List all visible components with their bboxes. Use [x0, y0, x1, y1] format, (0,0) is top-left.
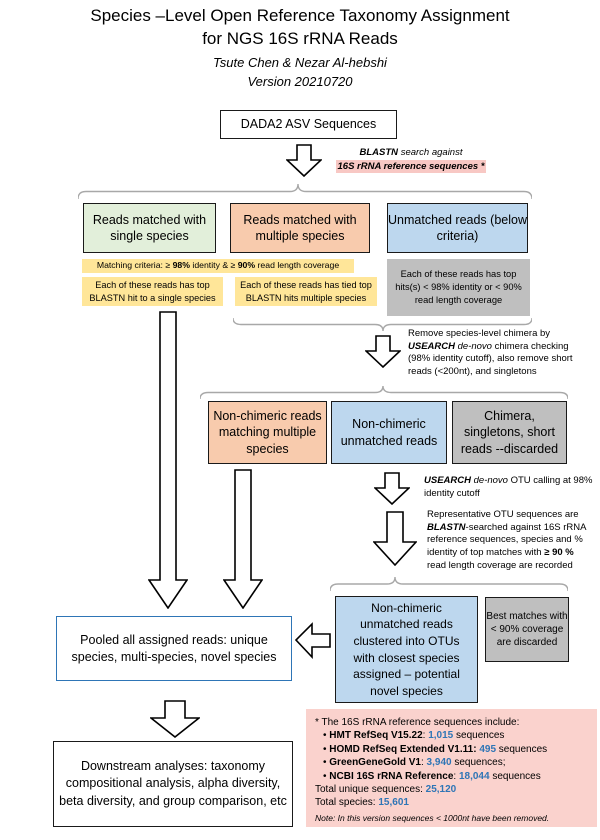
down-arrow-icon [365, 335, 401, 368]
box-nonchimeric-multi-label: Non-chimeric reads matching multiple species [213, 409, 322, 456]
reference-sequences-note: 16S rRNA reference sequences * [337, 161, 485, 172]
brace-row3 [330, 577, 568, 591]
multiple-species-note [235, 277, 377, 306]
down-arrow-icon [286, 144, 322, 178]
down-arrow-icon [373, 511, 417, 566]
otu-calling-note: USEARCH de-novo OTU calling at 98% identity cutoff [424, 475, 593, 499]
reference-version-note: Note: In this version sequences < 1000nt have been removed. [315, 812, 550, 823]
box-nonchimeric-multi [208, 401, 327, 464]
box-nonchimeric-unmatched [331, 401, 447, 464]
dada2-asv-label: DADA2 ASV Sequences [240, 117, 377, 132]
long-down-arrow-multi-icon [223, 469, 263, 609]
unmatched-criteria-note-text: Each of these reads has top hits(s) < 98% identity or < 90% read length coverage [395, 268, 522, 305]
reference-item-greengene: • GreenGeneGold V1: 3,940 sequences; [323, 757, 506, 769]
authors: Tsute Chen & Nezar Al-hebshi [213, 55, 387, 70]
box-nonchimeric-unmatched-label: Non-chimeric unmatched reads [340, 417, 438, 448]
dada2-asv-box [220, 110, 397, 139]
representative-otu-note: Representative OTU sequences are BLASTN-searched against 16S rRNA reference sequences, species and % identity of top matches with ≥ 90 % read length coverage are recorded [427, 509, 586, 571]
unmatched-criteria-note [387, 259, 530, 316]
reference-item-ncbi: • NCBI 16S rRNA Reference: 18,044 sequences [323, 770, 541, 782]
matching-criteria-banner [82, 259, 354, 273]
page-title-line1: Species –Level Open Reference Taxonomy Assignment [90, 6, 510, 25]
matching-criteria-text: Matching criteria: ≥ 98% identity & ≥ 90% read length coverage [96, 260, 340, 271]
box-multiple-species [230, 203, 370, 253]
box-single-species-label: Reads matched with single species [92, 212, 207, 243]
single-species-note [82, 277, 223, 306]
reference-item-homd: • HOMD RefSeq Extended V1.11: 495 sequences [323, 743, 548, 755]
reference-sequences-box [306, 709, 597, 827]
blastn-search-note: BLASTN search against [359, 147, 463, 158]
version: Version 20210720 [247, 74, 353, 89]
reference-item-hmt: • HMT RefSeq V15.22: 1,015 sequences [323, 730, 505, 742]
box-otus-novel-species [335, 596, 478, 703]
brace-row1 [78, 184, 532, 199]
box-discarded [452, 401, 567, 464]
box-pooled-reads [56, 616, 292, 681]
long-down-arrow-single-icon [148, 311, 188, 609]
down-arrow-icon [374, 472, 410, 505]
box-best-matches-discarded [485, 597, 569, 662]
left-arrow-icon [295, 622, 331, 659]
box-discarded-label: Chimera, singletons, short reads --discarded [460, 409, 559, 456]
reference-total-sequences: Total unique sequences: 25,120 [315, 784, 457, 796]
box-unmatched-reads-label: Unmatched reads (below criteria) [388, 212, 527, 243]
reference-total-species: Total species: 15,601 [315, 797, 409, 809]
box-multiple-species-label: Reads matched with multiple species [243, 212, 357, 243]
single-species-note-text: Each of these reads has top BLASTN hit to a single species [89, 280, 216, 303]
box-best-matches-discarded-label: Best matches with < 90% coverage are discarded [486, 611, 568, 648]
chimera-removal-note: Remove species-level chimera by USEARCH de-novo chimera checking (98% identity cutoff), also remove short reads (<200nt), and singletons [408, 328, 573, 377]
box-downstream-analyses-label: Downstream analyses: taxonomy compositional analysis, alpha diversity, beta diversity, and group comparison, etc [59, 758, 287, 808]
box-pooled-reads-label: Pooled all assigned reads: unique species, multi-species, novel species [71, 633, 277, 664]
box-unmatched-reads [387, 203, 528, 253]
multiple-species-note-text: Each of these reads has tied top BLASTN hits multiple species [240, 280, 372, 303]
down-arrow-icon [150, 700, 200, 738]
box-otus-novel-species-label: Non-chimeric unmatched reads clustered into OTUs with closest species assigned – potential novel species [353, 600, 460, 698]
box-single-species [83, 203, 216, 253]
box-downstream-analyses [53, 741, 293, 827]
page-title-line2: for NGS 16S rRNA Reads [202, 29, 398, 48]
brace-row2 [200, 386, 568, 399]
reference-intro: * The 16S rRNA reference sequences include: [315, 717, 520, 728]
